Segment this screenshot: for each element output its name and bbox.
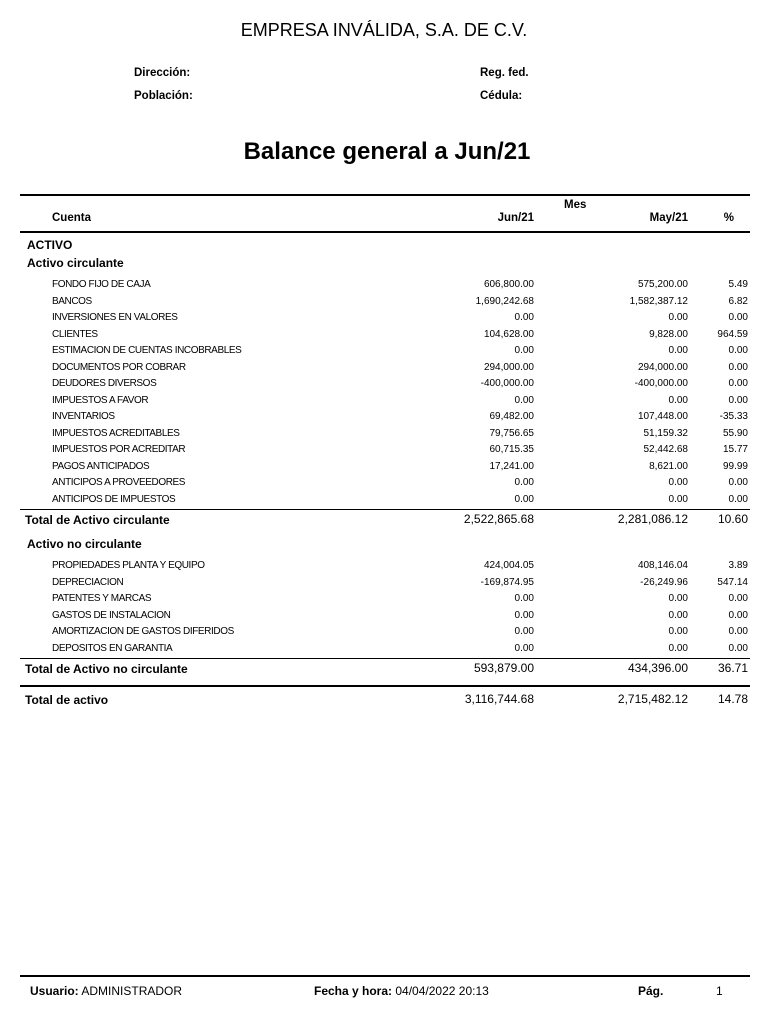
value-pct: 0.00 (728, 477, 748, 488)
total-circulante-may: 2,281,086.12 (617, 512, 688, 526)
direccion-label: Dirección: (134, 67, 191, 79)
account-name: DEPOSITOS EN GARANTIA (52, 643, 173, 654)
footer-fecha (314, 984, 489, 998)
value-jun: 424,004.05 (483, 560, 534, 571)
value-may: 0.00 (668, 394, 688, 406)
footer-rule (20, 975, 750, 977)
value-may: 9,828.00 (649, 328, 688, 340)
value-may: 0.00 (668, 626, 688, 638)
value-may: 8,621.00 (649, 460, 688, 472)
value-pct: 0.00 (728, 643, 748, 654)
value-jun: 0.00 (514, 593, 534, 605)
total-activo-may: 2,715,482.12 (617, 692, 688, 706)
value-jun: -400,000.00 (480, 378, 534, 389)
value-may: 0.00 (668, 593, 688, 605)
footer-usuario-label: Usuario: (30, 984, 79, 998)
cedula-label: Cédula: (480, 90, 523, 102)
value-pct: 0.00 (728, 378, 748, 389)
header-mes: Mes (564, 199, 587, 211)
total-activo-label: Total de activo (25, 693, 109, 707)
account-name: ANTICIPOS DE IMPUESTOS (52, 493, 176, 505)
table-row (0, 394, 768, 410)
value-jun: 0.00 (514, 394, 534, 406)
value-pct: 55.90 (722, 427, 748, 439)
section-activo: ACTIVO (27, 238, 73, 252)
value-jun: 606,800.00 (483, 279, 534, 290)
table-row (0, 361, 768, 377)
account-name: IMPUESTOS ACREDITABLES (52, 427, 180, 439)
section-activo-no-circulante: Activo no circulante (27, 537, 142, 551)
value-may: 107,448.00 (637, 411, 688, 422)
total-circulante-label: Total de Activo circulante (25, 513, 170, 527)
table-row (0, 625, 768, 641)
value-jun: 0.00 (514, 643, 534, 654)
total-activo-row (0, 691, 768, 709)
value-may: 0.00 (668, 643, 688, 654)
value-pct: 15.77 (722, 444, 748, 455)
table-row (0, 576, 768, 592)
total-activo-rule (20, 685, 750, 687)
value-pct: 0.00 (728, 593, 748, 605)
value-jun: 1,690,242.68 (475, 295, 534, 307)
value-pct: 547.14 (717, 576, 748, 588)
poblacion-label: Población: (134, 90, 193, 102)
total-no-circulante-label: Total de Activo no circulante (25, 662, 188, 676)
account-name: GASTOS DE INSTALACION (52, 609, 171, 621)
value-jun: 0.00 (514, 626, 534, 638)
header-col-jun: Jun/21 (497, 212, 534, 224)
account-name: PAGOS ANTICIPADOS (52, 460, 150, 472)
table-row (0, 311, 768, 327)
value-pct: 964.59 (717, 328, 748, 340)
value-jun: 104,628.00 (483, 328, 534, 340)
footer-pagina (638, 984, 663, 998)
table-row (0, 377, 768, 393)
account-name: INVENTARIOS (52, 411, 115, 422)
account-name: AMORTIZACION DE GASTOS DIFERIDOS (52, 626, 234, 638)
total-activo-jun: 3,116,744.68 (464, 692, 534, 706)
footer-fecha-value: 04/04/2022 20:13 (395, 984, 489, 998)
table-row (0, 295, 768, 311)
account-name: PROPIEDADES PLANTA Y EQUIPO (52, 560, 205, 571)
account-name: BANCOS (52, 295, 92, 307)
value-pct: 5.49 (728, 279, 748, 290)
table-row (0, 609, 768, 625)
value-pct: 0.00 (728, 345, 748, 356)
value-jun: 294,000.00 (483, 361, 534, 373)
footer-usuario-value: ADMINISTRADOR (81, 984, 183, 998)
value-pct: 3.89 (728, 560, 748, 571)
value-pct: 0.00 (728, 361, 748, 373)
value-may: 408,146.04 (637, 560, 688, 571)
company-name: EMPRESA INVÁLIDA, S.A. DE C.V. (240, 20, 528, 40)
value-jun: 0.00 (514, 477, 534, 488)
account-name: ANTICIPOS A PROVEEDORES (52, 477, 186, 488)
account-name: CLIENTES (52, 328, 98, 340)
total-circulante-pct: 10.60 (717, 512, 748, 526)
value-may: 0.00 (668, 493, 688, 505)
account-name: DOCUMENTOS POR COBRAR (52, 361, 186, 373)
total-circulante-jun: 2,522,865.68 (463, 512, 534, 526)
account-name: IMPUESTOS POR ACREDITAR (52, 444, 186, 455)
total-no-circulante-may: 434,396.00 (627, 661, 688, 675)
header-col-may: May/21 (649, 212, 688, 224)
value-may: -26,249.96 (640, 576, 688, 588)
value-pct: 0.00 (728, 394, 748, 406)
header-bottom-rule (20, 231, 750, 233)
value-may: 52,442.68 (643, 444, 688, 455)
total-circulante-row (0, 511, 768, 529)
value-jun: 60,715.35 (489, 444, 534, 455)
value-may: -400,000.00 (634, 378, 688, 389)
report-title: Balance general a Jun/21 (243, 138, 531, 165)
table-row (0, 344, 768, 360)
table-row (0, 427, 768, 443)
table-row (0, 460, 768, 476)
header-top-rule (20, 194, 750, 196)
value-may: 294,000.00 (637, 361, 688, 373)
total-circulante-rule (20, 509, 750, 510)
value-pct: -35.33 (719, 411, 748, 422)
total-activo-pct: 14.78 (717, 692, 748, 706)
value-jun: 17,241.00 (489, 460, 534, 472)
value-may: 575,200.00 (637, 279, 688, 290)
value-pct: 99.99 (722, 460, 748, 472)
value-may: 1,582,387.12 (629, 295, 688, 307)
value-pct: 0.00 (728, 312, 748, 323)
table-row (0, 278, 768, 294)
total-no-circulante-jun: 593,879.00 (473, 661, 534, 675)
footer-pag-label: Pág. (638, 984, 664, 998)
value-jun: -169,874.95 (480, 576, 534, 588)
value-pct: 0.00 (728, 609, 748, 621)
value-may: 0.00 (668, 345, 688, 356)
table-row (0, 592, 768, 608)
table-row (0, 410, 768, 426)
value-jun: 0.00 (514, 345, 534, 356)
header-col-pct: % (723, 212, 734, 224)
account-name: DEPRECIACION (52, 576, 124, 588)
table-row (0, 493, 768, 509)
section-activo-circulante: Activo circulante (27, 256, 124, 270)
value-jun: 0.00 (514, 493, 534, 505)
value-jun: 79,756.65 (489, 427, 534, 439)
account-name: IMPUESTOS A FAVOR (52, 394, 149, 406)
account-name: PATENTES Y MARCAS (52, 593, 152, 605)
total-no-circulante-pct: 36.71 (717, 661, 748, 675)
value-pct: 0.00 (728, 493, 748, 505)
table-row (0, 476, 768, 492)
account-name: ESTIMACION DE CUENTAS INCOBRABLES (52, 345, 242, 356)
value-pct: 0.00 (728, 626, 748, 638)
header-cuenta: Cuenta (52, 212, 91, 224)
total-no-circulante-row (0, 660, 768, 678)
account-name: INVERSIONES EN VALORES (52, 312, 178, 323)
value-pct: 6.82 (728, 295, 748, 307)
footer-fecha-label: Fecha y hora: (314, 984, 393, 998)
footer-pag-value: 1 (716, 984, 723, 998)
table-row (0, 559, 768, 575)
value-may: 0.00 (668, 477, 688, 488)
value-jun: 0.00 (514, 312, 534, 323)
table-row (0, 642, 768, 658)
total-no-circulante-rule (20, 658, 750, 659)
reg-fed-label: Reg. fed. (480, 67, 529, 79)
value-jun: 0.00 (514, 609, 534, 621)
value-may: 51,159.32 (643, 427, 688, 439)
table-row (0, 443, 768, 459)
footer-usuario (30, 984, 182, 998)
value-may: 0.00 (668, 609, 688, 621)
value-may: 0.00 (668, 312, 688, 323)
value-jun: 69,482.00 (489, 411, 534, 422)
account-name: DEUDORES DIVERSOS (52, 378, 157, 389)
account-name: FONDO FIJO DE CAJA (52, 279, 151, 290)
table-row (0, 328, 768, 344)
